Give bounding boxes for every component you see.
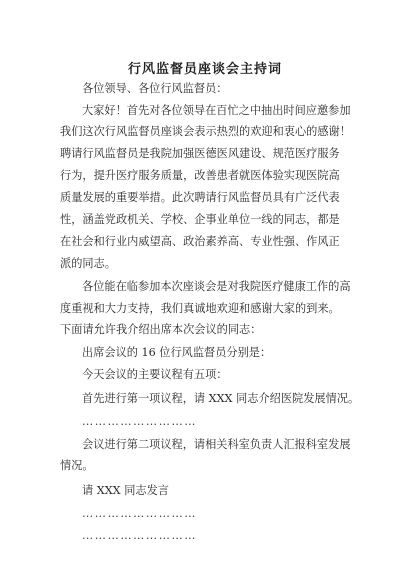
paragraph-line: 今天会议的主要议程有五项： (82, 368, 228, 381)
paragraph-line: 大家好！首先对各位领导在百忙之中抽出时间应邀参加 (82, 104, 351, 117)
paragraph-line: 派的同志。 (60, 257, 116, 270)
ellipsis-line: ……………………… (82, 507, 198, 520)
ellipsis-line: ……………………… (82, 529, 198, 542)
paragraph-line: 我们这次行风监督员座谈会表示热烈的欢迎和衷心的感谢！ (60, 125, 351, 138)
paragraph-line: 聘请行风监督员是我院加强医德医风建设、规范医疗服务 (60, 147, 340, 160)
paragraph-line: 度重视和大力支持，我们真诚地欢迎和感谢大家的到来。 (60, 302, 340, 315)
paragraph-line: 各位能在临参加本次座谈会是对我院医疗健康工作的高 (82, 280, 351, 293)
paragraph-line: 会议进行第二项议程，请相关科室负责人汇报科室发展 (82, 438, 351, 451)
paragraph-line: 质量发展的重要举措。此次聘请行风监督员具有广泛代表 (60, 191, 340, 204)
paragraph-line: 行为，提升医疗服务质量，改善患者就医体验实现医院高 (60, 169, 340, 182)
document-title: 行风监督员座谈会主持词 (127, 62, 282, 77)
paragraph-line: 在社会和行业内威望高、政治素养高、专业性强、作风正 (60, 235, 340, 248)
paragraph-line: 情况。 (60, 459, 94, 472)
paragraph-line: 性，涵盖党政机关、学校、企事业单位一线的同志，都是 (60, 213, 340, 226)
paragraph-line: 下面请允许我介绍出席本次会议的同志： (60, 323, 262, 336)
paragraph-line: 请 XXX 同志发言 (82, 484, 169, 497)
salutation-line: 各位领导、各位行风监督员： (82, 82, 228, 95)
paragraph-line: 出席会议的 16 位行风监督员分别是： (82, 346, 272, 359)
ellipsis-line: ……………………… (82, 415, 198, 428)
paragraph-line: 首先进行第一项议程，请 XXX 同志介绍医院发展情况。 (82, 392, 360, 405)
